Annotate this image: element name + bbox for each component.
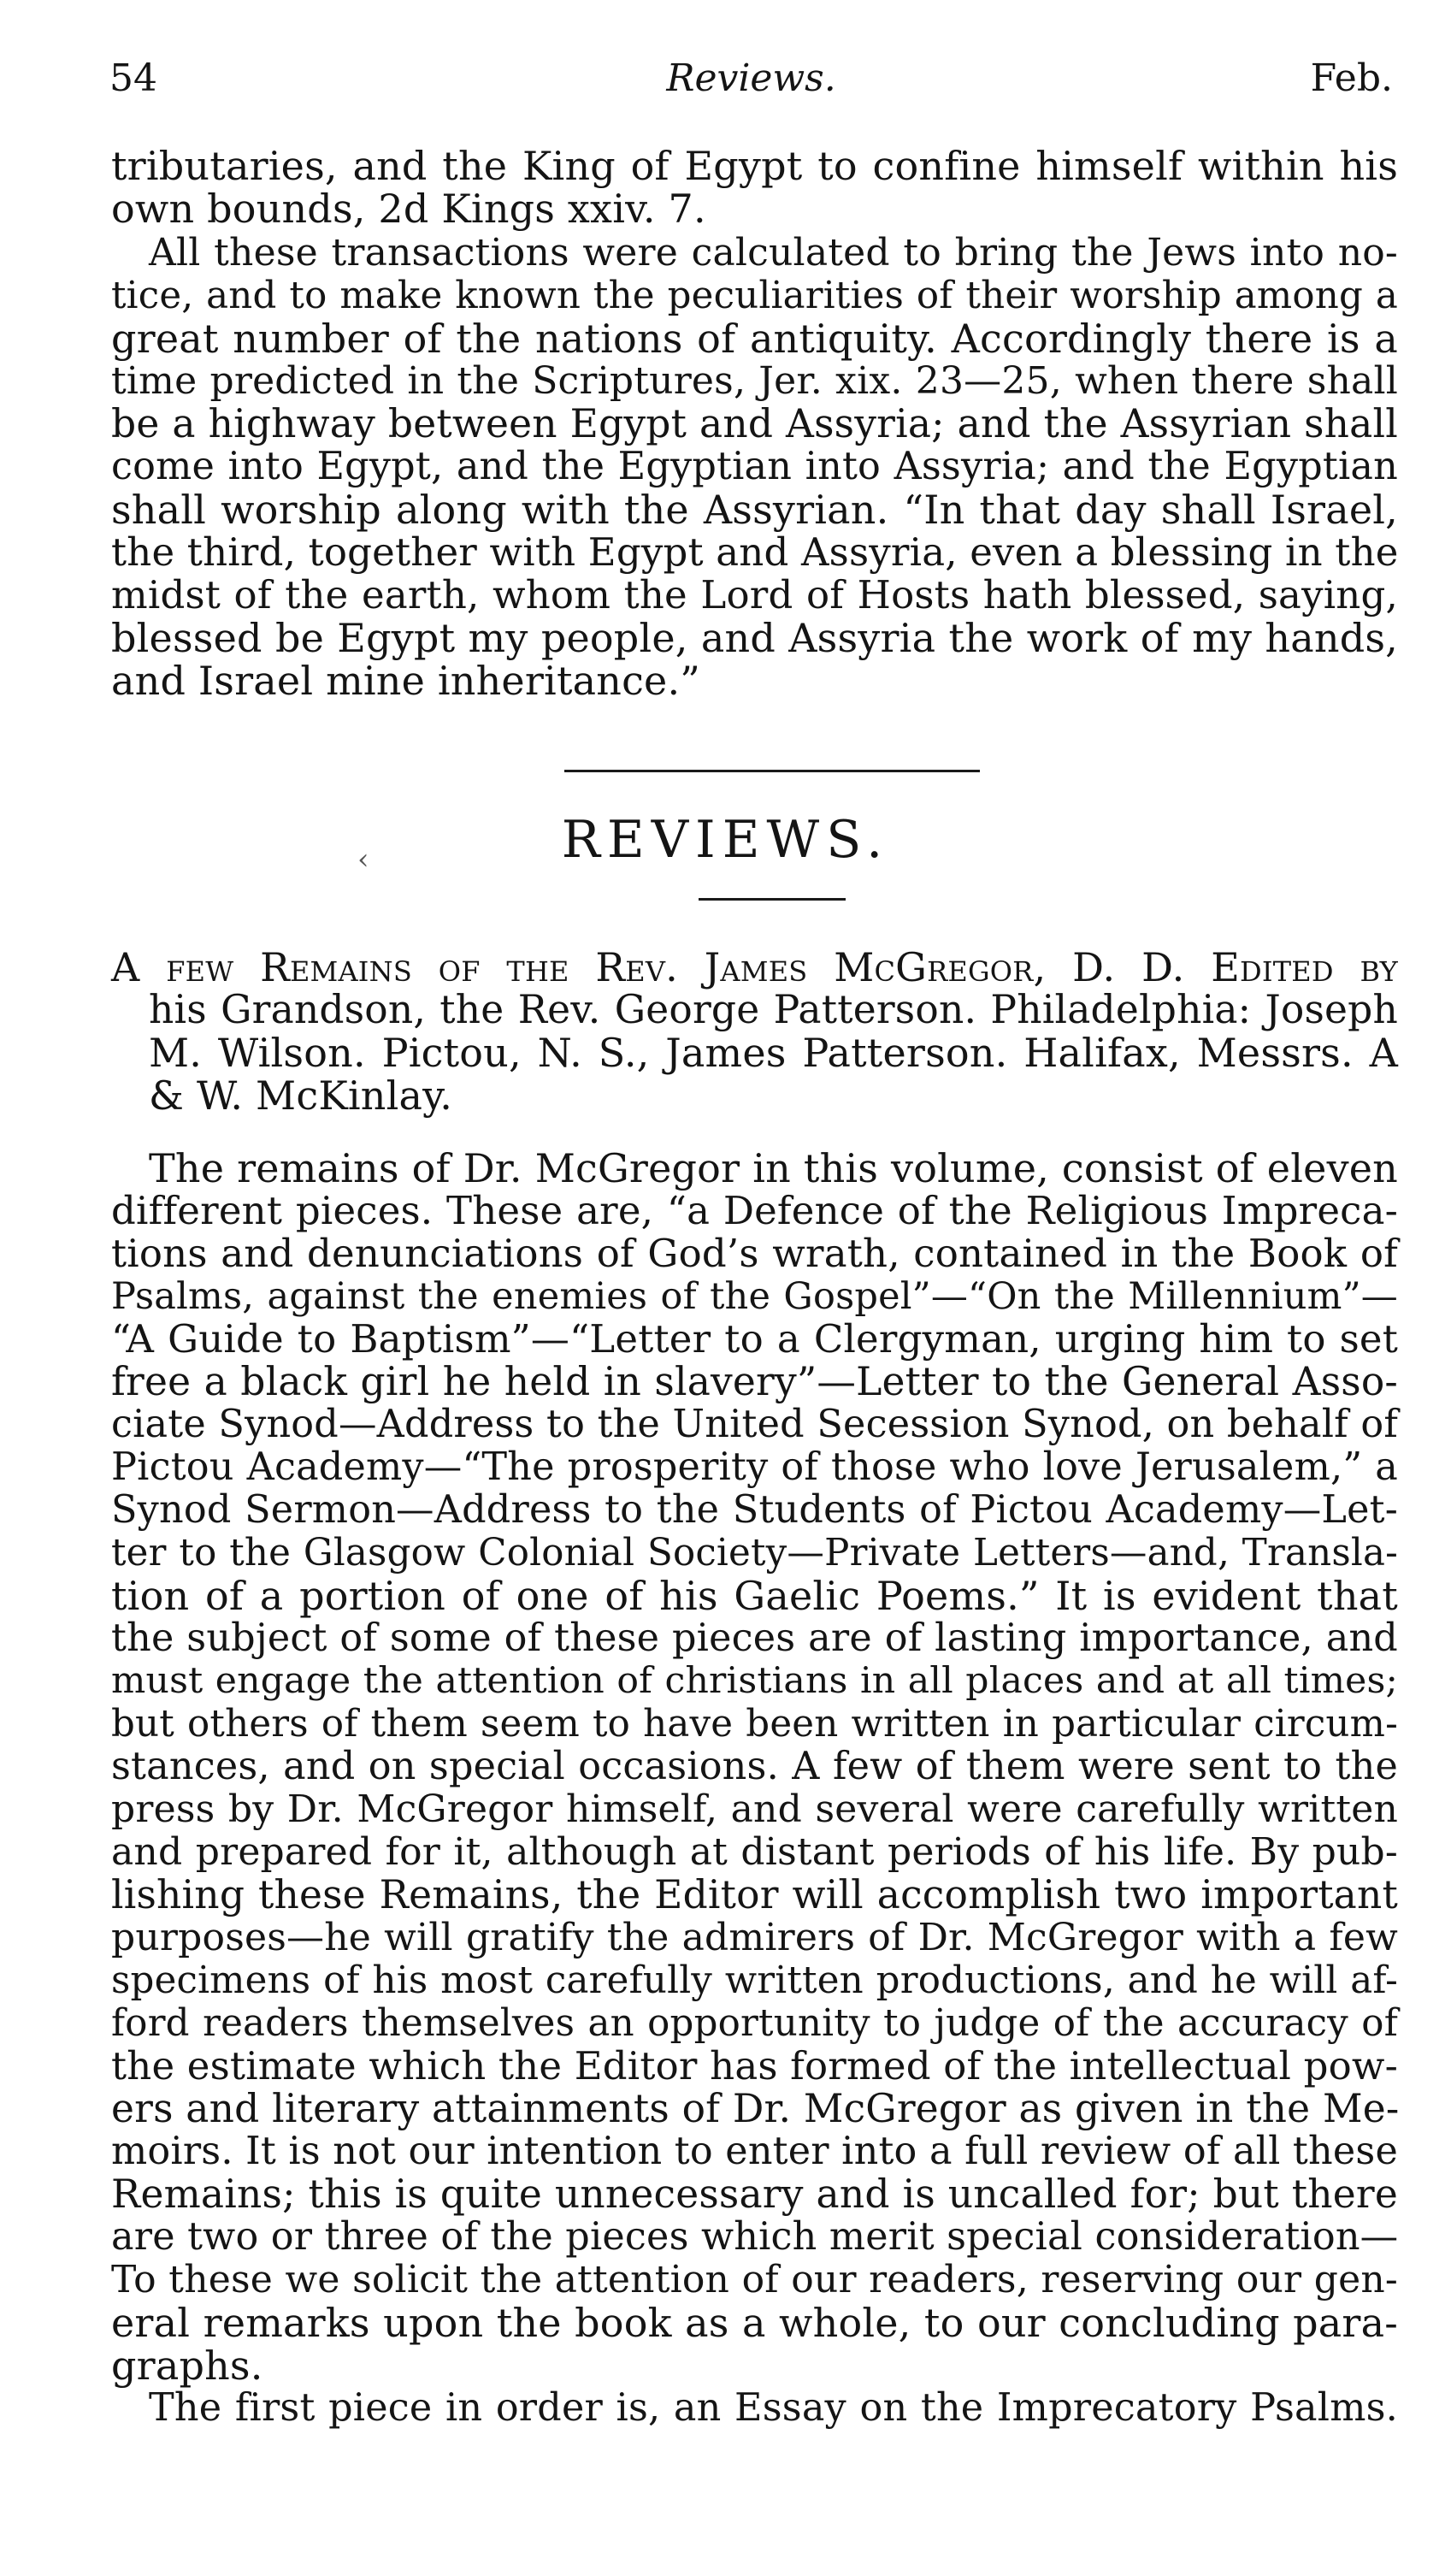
review-line: and prepared for it, although at distant periods of his life. By pub-	[111, 1830, 1398, 1874]
citation-line: A few Remains of the Rev. James McGregor, D. D. Edited by	[111, 944, 1398, 990]
opening-line: be a highway between Egypt and Assyria; and the Assyrian shall	[111, 401, 1398, 446]
section-rule-top	[564, 770, 980, 772]
opening-line: All these transactions were calculated to bring the Jews into no-	[149, 231, 1398, 275]
opening-line: shall worship along with the Assyrian. “In that day shall Israel,	[111, 487, 1398, 533]
review-line: but others of them seem to have been written in particular circum-	[111, 1703, 1398, 1746]
citation-line: his Grandson, the Rev. George Patterson. Philadelphia: Joseph	[149, 987, 1398, 1032]
section-rule-bottom	[699, 898, 846, 901]
opening-line: blessed be Egypt my people, and Assyria the work of my hands,	[111, 615, 1398, 661]
review-line: the estimate which the Editor has formed of the intellectual pow-	[111, 2043, 1398, 2089]
opening-line: time predicted in the Scriptures, Jer. xix. 23—25, when there shall	[111, 359, 1398, 403]
review-line: lishing these Remains, the Editor will accomplish two important	[111, 1872, 1398, 1917]
review-line: “A Guide to Baptism”—“Letter to a Clergyman, urging him to set	[111, 1316, 1398, 1362]
citation-line: M. Wilson. Pictou, N. S., James Patterson. Halifax, Messrs. A	[149, 1030, 1398, 1076]
review-line: tions and denunciations of God’s wrath, contained in the Book of	[111, 1231, 1398, 1276]
review-line: Pictou Academy—“The prosperity of those who love Jerusalem,” a	[111, 1445, 1398, 1489]
opening-line: own bounds, 2d Kings xxiv. 7.	[111, 186, 706, 232]
review-line: are two or three of the pieces which merit special consideration—	[111, 2215, 1399, 2259]
section-title: REVIEWS.	[561, 810, 890, 870]
review-line: stances, and on special occasions. A few of them were sent to the	[111, 1745, 1398, 1788]
stray-mark: ‹	[357, 842, 369, 877]
review-line: graphs.	[111, 2343, 263, 2389]
review-line: ciate Synod—Address to the United Secession Synod, on behalf of	[111, 1403, 1398, 1446]
opening-line: tice, and to make known the peculiarities of their worship among a	[111, 275, 1398, 317]
review-line: different pieces. These are, “a Defence of the Religious Impreca-	[111, 1188, 1398, 1233]
review-line: To these we solicit the attention of our readers, reserving our gen-	[111, 2258, 1398, 2301]
review-line: press by Dr. McGregor himself, and several were carefully written	[111, 1787, 1398, 1831]
opening-line: great number of the nations of antiquity. Accordingly there is a	[111, 316, 1398, 362]
opening-line: and Israel mine inheritance.”	[111, 658, 701, 704]
running-head	[109, 53, 1393, 104]
page-number: 54	[109, 56, 157, 100]
opening-line: come into Egypt, and the Egyptian into Assyria; and the Egyptian	[111, 445, 1398, 488]
review-line: the subject of some of these pieces are of lasting importance, and	[111, 1616, 1398, 1660]
citation-line: & W. McKinlay.	[149, 1072, 453, 1119]
closing-line: The first piece in order is, an Essay on the Imprecatory Psalms.	[149, 2386, 1398, 2430]
review-line: specimens of his most carefully written productions, and he will af-	[111, 1959, 1398, 2002]
review-line: purposes—he will gratify the admirers of Dr. McGregor with a few	[111, 1916, 1398, 1959]
opening-line: midst of the earth, whom the Lord of Hosts hath blessed, saying,	[111, 572, 1398, 617]
review-line: moirs. It is not our intention to enter into a full review of all these	[111, 2130, 1398, 2173]
running-title: Reviews.	[666, 56, 836, 100]
review-line: Psalms, against the enemies of the Gospel”—“On the Millennium”—	[111, 1275, 1398, 1318]
review-line: ers and literary attainments of Dr. McGregor as given in the Me-	[111, 2086, 1400, 2131]
review-line: ter to the Glasgow Colonial Society—Private Letters—and, Transla-	[111, 1532, 1398, 1575]
review-line: tion of a portion of one of his Gaelic Poems.” It is evident that	[111, 1573, 1398, 1619]
opening-line: the third, together with Egypt and Assyria, even a blessing in the	[111, 529, 1399, 575]
review-line: Remains; this is quite unnecessary and is uncalled for; but there	[111, 2171, 1398, 2217]
page-month: Feb.	[1310, 56, 1393, 100]
review-line: must engage the attention of christians in all places and at all times;	[111, 1660, 1398, 1702]
review-line: free a black girl he held in slavery”—Letter to the General Asso-	[111, 1359, 1398, 1404]
review-line: eral remarks upon the book as a whole, to our concluding para-	[111, 2300, 1398, 2346]
review-line: ford readers themselves an opportunity to judge of the accuracy of	[111, 2002, 1398, 2045]
review-line: Synod Sermon—Address to the Students of Pictou Academy—Let-	[111, 1488, 1398, 1532]
opening-line: tributaries, and the King of Egypt to confine himself within his	[111, 143, 1398, 189]
review-line: The remains of Dr. McGregor in this volume, consist of eleven	[149, 1145, 1398, 1191]
